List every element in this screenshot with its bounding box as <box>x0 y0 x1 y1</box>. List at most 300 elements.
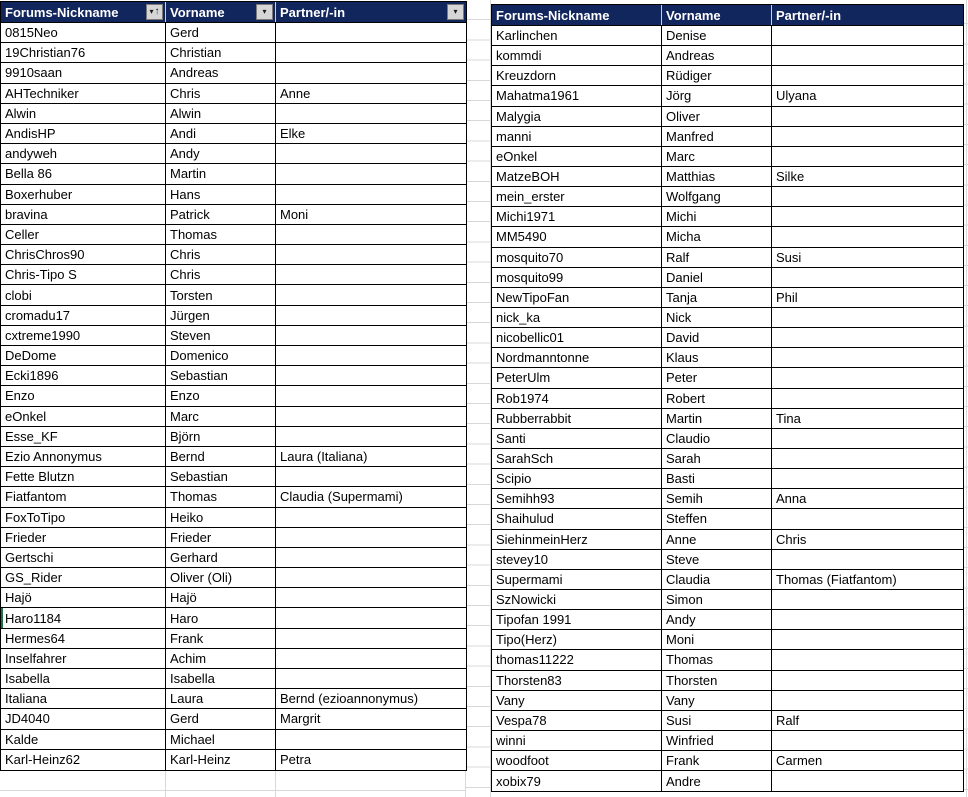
cell-vorname[interactable]: Domenico <box>166 346 276 365</box>
table-row <box>492 509 963 529</box>
cell-partner[interactable] <box>276 629 466 648</box>
cell-partner[interactable]: Ralf <box>776 712 800 728</box>
cell-vorname[interactable]: Frank <box>662 751 772 770</box>
cell-forums-nickname[interactable]: 19Christian76 <box>1 43 166 62</box>
cell-partner[interactable] <box>276 669 466 688</box>
cell-partner[interactable] <box>772 308 961 327</box>
cell-vorname[interactable]: Semih <box>662 489 772 508</box>
cell-forums-nickname[interactable]: Hajö <box>1 588 166 607</box>
cell-partner[interactable] <box>276 185 466 204</box>
cell-vorname[interactable]: Laura <box>166 689 276 708</box>
cell-vorname[interactable]: Martin <box>662 409 772 428</box>
cell-vorname[interactable]: Tanja <box>662 288 772 307</box>
table-row <box>1 366 466 386</box>
cell-forums-nickname[interactable]: Tipofan 1991 <box>492 610 662 629</box>
cell-vorname[interactable]: Wolfgang <box>662 187 772 206</box>
cell-forums-nickname[interactable]: Supermami <box>492 570 662 589</box>
table-row <box>492 288 963 308</box>
cell-partner[interactable] <box>276 588 466 607</box>
cell-vorname[interactable]: Thorsten <box>662 671 772 690</box>
cell-partner[interactable] <box>772 207 961 226</box>
cell-forums-nickname[interactable]: Karl-Heinz62 <box>1 750 166 770</box>
cell-forums-nickname[interactable]: eOnkel <box>492 147 662 166</box>
cell-partner[interactable] <box>772 66 961 85</box>
cell-partner[interactable] <box>772 227 961 246</box>
table-row <box>1 23 466 43</box>
cell-vorname[interactable]: Andi <box>166 124 276 143</box>
cell-partner[interactable] <box>276 326 466 345</box>
cell-vorname[interactable]: Christian <box>166 43 276 62</box>
cell-partner[interactable] <box>276 63 466 82</box>
cell-partner[interactable] <box>772 469 961 488</box>
cell-vorname[interactable]: Klaus <box>662 348 772 367</box>
cell-vorname[interactable]: David <box>662 328 772 347</box>
cell-partner[interactable] <box>772 671 961 690</box>
cell-partner[interactable] <box>276 285 466 304</box>
filter-dropdown-button[interactable] <box>447 4 464 20</box>
cell-vorname[interactable]: Patrick <box>166 205 276 224</box>
members-table-right <box>491 4 964 792</box>
cell-forums-nickname[interactable]: Michi1971 <box>492 207 662 226</box>
cell-vorname[interactable]: Hajö <box>166 588 276 607</box>
cell-partner[interactable] <box>276 427 466 446</box>
cell-forums-nickname[interactable]: 0815Neo <box>1 23 166 42</box>
table-row <box>492 711 963 731</box>
cell-partner[interactable] <box>772 691 961 710</box>
table-row <box>492 409 963 429</box>
cell-forums-nickname[interactable]: nick_ka <box>492 308 662 327</box>
cell-forums-nickname[interactable]: Ezio Annonymus <box>1 447 166 466</box>
cell-vorname[interactable]: Jörg <box>662 86 772 105</box>
cell-vorname[interactable]: Oliver <box>662 107 772 126</box>
cell-forums-nickname[interactable]: Italiana <box>1 689 166 708</box>
cell-vorname[interactable]: Sarah <box>662 449 772 468</box>
table-row <box>492 167 963 187</box>
cell-vorname[interactable]: Claudia <box>662 570 772 589</box>
cell-forums-nickname[interactable]: Santi <box>492 429 662 448</box>
cell-vorname[interactable]: Haro <box>166 608 276 627</box>
cell-vorname[interactable]: Thomas <box>166 225 276 244</box>
cell-vorname[interactable]: Andreas <box>166 63 276 82</box>
cell-partner[interactable]: Elke <box>280 126 306 142</box>
table-row <box>1 245 466 265</box>
cell-vorname[interactable]: Gerd <box>166 23 276 42</box>
cell-partner[interactable] <box>772 771 961 791</box>
cell-forums-nickname[interactable]: stevey10 <box>492 550 662 569</box>
cell-partner[interactable] <box>772 26 961 45</box>
table-row <box>1 588 466 608</box>
cell-partner[interactable] <box>276 386 466 405</box>
filter-sort-button[interactable] <box>146 4 163 20</box>
cell-forums-nickname[interactable]: Vany <box>492 691 662 710</box>
table-row <box>1 326 466 346</box>
table-row <box>492 328 963 348</box>
cell-forums-nickname[interactable]: mosquito70 <box>492 248 662 267</box>
cell-vorname[interactable]: Chris <box>166 245 276 264</box>
cell-vorname[interactable]: Andre <box>662 771 772 791</box>
cell-vorname[interactable]: Michi <box>662 207 772 226</box>
column-header-forums-nickname[interactable] <box>1 2 166 22</box>
cell-forums-nickname[interactable]: Bella 86 <box>1 164 166 183</box>
cell-partner[interactable] <box>772 429 961 448</box>
cell-partner[interactable]: Moni <box>280 206 309 222</box>
cell-partner[interactable] <box>772 147 961 166</box>
table-row <box>1 629 466 649</box>
cell-forums-nickname[interactable]: Fette Blutzn <box>1 467 166 486</box>
cell-partner[interactable] <box>772 127 961 146</box>
cell-partner[interactable]: Bernd (ezioannonymus) <box>280 691 419 707</box>
sheet-gap-column <box>466 0 491 797</box>
cell-forums-nickname[interactable]: Celler <box>1 225 166 244</box>
table-row <box>1 669 466 689</box>
table-row <box>492 207 963 227</box>
cell-forums-nickname[interactable]: ChrisChros90 <box>1 245 166 264</box>
cell-vorname[interactable]: Hans <box>166 185 276 204</box>
column-header-label: Vorname <box>666 7 721 23</box>
cell-partner[interactable] <box>772 368 961 387</box>
cell-partner[interactable] <box>772 46 961 65</box>
table-row <box>1 730 466 750</box>
cell-partner[interactable] <box>772 610 961 629</box>
cell-partner[interactable] <box>276 346 466 365</box>
sheet-gridline <box>966 0 967 797</box>
cell-partner[interactable]: Claudia (Supermami) <box>280 489 403 505</box>
cell-vorname[interactable]: Marc <box>166 407 276 426</box>
cell-forums-nickname[interactable]: FoxToTipo <box>1 508 166 527</box>
cell-forums-nickname[interactable]: Haro1184 <box>1 608 166 627</box>
cell-vorname[interactable]: Moni <box>662 630 772 649</box>
cell-forums-nickname[interactable]: Hermes64 <box>1 629 166 648</box>
table-row <box>492 26 963 46</box>
cell-vorname[interactable]: Basti <box>662 469 772 488</box>
cell-vorname[interactable]: Winfried <box>662 731 772 750</box>
cell-vorname[interactable]: Steven <box>166 326 276 345</box>
cell-partner[interactable] <box>276 608 466 627</box>
table-row <box>1 346 466 366</box>
cell-partner[interactable] <box>772 107 961 126</box>
cell-forums-nickname[interactable]: 9910saan <box>1 63 166 82</box>
cell-forums-nickname[interactable]: Alwin <box>1 104 166 123</box>
cell-partner[interactable] <box>276 730 466 749</box>
cell-partner[interactable]: Margrit <box>280 711 321 727</box>
cell-vorname[interactable]: Sebastian <box>166 366 276 385</box>
cell-partner[interactable]: Anna <box>776 491 807 507</box>
cell-vorname[interactable]: Andreas <box>662 46 772 65</box>
cell-forums-nickname[interactable]: MM5490 <box>492 227 662 246</box>
cell-forums-nickname[interactable]: Karlinchen <box>492 26 662 45</box>
cell-forums-nickname[interactable]: xobix79 <box>492 771 662 791</box>
cell-forums-nickname[interactable]: Gertschi <box>1 548 166 567</box>
cell-vorname[interactable]: Rüdiger <box>662 66 772 85</box>
table-row <box>1 750 466 770</box>
cell-forums-nickname[interactable]: PeterUlm <box>492 368 662 387</box>
cell-vorname[interactable]: Thomas <box>662 650 772 669</box>
table-row <box>492 308 963 328</box>
cell-forums-nickname[interactable]: mosquito99 <box>492 268 662 287</box>
table-row <box>1 427 466 447</box>
cell-forums-nickname[interactable]: mein_erster <box>492 187 662 206</box>
table-body <box>1 23 466 770</box>
table-row <box>492 127 963 147</box>
cell-forums-nickname[interactable]: nicobellic01 <box>492 328 662 347</box>
cell-vorname[interactable]: Martin <box>166 164 276 183</box>
cell-partner[interactable] <box>276 104 466 123</box>
table-row <box>1 265 466 285</box>
cell-partner[interactable] <box>276 43 466 62</box>
table-row <box>492 147 963 167</box>
cell-forums-nickname[interactable]: Mahatma1961 <box>492 86 662 105</box>
cell-forums-nickname[interactable]: Chris-Tipo S <box>1 265 166 284</box>
cell-vorname[interactable]: Steffen <box>662 509 772 528</box>
cell-vorname[interactable]: Frank <box>166 629 276 648</box>
cell-forums-nickname[interactable]: Boxerhuber <box>1 185 166 204</box>
cell-partner[interactable] <box>276 265 466 284</box>
cell-vorname[interactable]: Frieder <box>166 528 276 547</box>
cell-forums-nickname[interactable]: JD4040 <box>1 709 166 728</box>
sheet-gridline <box>165 770 166 797</box>
cell-forums-nickname[interactable]: GS_Rider <box>1 568 166 587</box>
cell-partner[interactable]: Silke <box>776 169 805 185</box>
table-row <box>492 86 963 106</box>
cell-partner[interactable] <box>772 348 961 367</box>
cell-partner[interactable]: Thomas (Fiatfantom) <box>776 571 897 587</box>
cell-vorname[interactable]: Daniel <box>662 268 772 287</box>
cell-forums-nickname[interactable]: andyweh <box>1 144 166 163</box>
cell-vorname[interactable]: Ralf <box>662 248 772 267</box>
cell-forums-nickname[interactable]: Malygia <box>492 107 662 126</box>
cell-vorname[interactable]: Manfred <box>662 127 772 146</box>
cell-forums-nickname[interactable]: Semihh93 <box>492 489 662 508</box>
column-header-forums-nickname[interactable] <box>492 5 662 25</box>
table-row <box>1 185 466 205</box>
table-row <box>1 164 466 184</box>
cell-partner[interactable] <box>772 268 961 287</box>
cell-partner[interactable] <box>276 225 466 244</box>
cell-forums-nickname[interactable]: manni <box>492 127 662 146</box>
table-row <box>492 187 963 207</box>
table-row <box>1 548 466 568</box>
table-row <box>1 285 466 305</box>
cell-partner[interactable] <box>772 449 961 468</box>
cell-vorname[interactable]: Karl-Heinz <box>166 750 276 770</box>
cell-vorname[interactable]: Peter <box>662 368 772 387</box>
cell-vorname[interactable]: Chris <box>166 84 276 103</box>
table-row <box>1 467 466 487</box>
cell-forums-nickname[interactable]: Isabella <box>1 669 166 688</box>
cell-partner[interactable] <box>276 467 466 486</box>
cell-forums-nickname[interactable]: MatzeBOH <box>492 167 662 186</box>
cell-forums-nickname[interactable]: Rubberrabbit <box>492 409 662 428</box>
cell-vorname[interactable]: Nick <box>662 308 772 327</box>
table-row <box>1 104 466 124</box>
cell-vorname[interactable]: Torsten <box>166 285 276 304</box>
cell-vorname[interactable]: Bernd <box>166 447 276 466</box>
cell-partner[interactable] <box>276 144 466 163</box>
cell-partner[interactable]: Laura (Italiana) <box>280 449 368 465</box>
cell-forums-nickname[interactable]: bravina <box>1 205 166 224</box>
cell-partner[interactable] <box>772 590 961 609</box>
cell-vorname[interactable]: Björn <box>166 427 276 446</box>
cell-partner[interactable] <box>772 630 961 649</box>
table-row <box>492 731 963 751</box>
cell-vorname[interactable]: Chris <box>166 265 276 284</box>
table-body <box>492 26 963 791</box>
cell-forums-nickname[interactable]: Inselfahrer <box>1 649 166 668</box>
cell-vorname[interactable]: Heiko <box>166 508 276 527</box>
table-row <box>1 124 466 144</box>
filter-dropdown-button[interactable] <box>256 4 273 20</box>
cell-vorname[interactable]: Anne <box>662 530 772 549</box>
cell-partner[interactable] <box>772 731 961 750</box>
cell-partner[interactable] <box>772 389 961 408</box>
cell-forums-nickname[interactable]: Frieder <box>1 528 166 547</box>
dropdown-arrow-icon: ▾ <box>453 7 458 16</box>
column-header-vorname[interactable] <box>662 5 772 25</box>
table-row <box>492 590 963 610</box>
cell-forums-nickname[interactable]: AndisHP <box>1 124 166 143</box>
cell-partner[interactable]: Tina <box>776 410 801 426</box>
cell-partner[interactable] <box>772 187 961 206</box>
table-row <box>492 489 963 509</box>
cell-partner[interactable] <box>276 649 466 668</box>
cell-forums-nickname[interactable]: cromadu17 <box>1 306 166 325</box>
cell-partner[interactable]: Carmen <box>776 753 823 769</box>
column-header-partner[interactable] <box>276 2 466 22</box>
cell-forums-nickname[interactable]: AHTechniker <box>1 84 166 103</box>
cell-partner[interactable] <box>276 245 466 264</box>
cell-forums-nickname[interactable]: DeDome <box>1 346 166 365</box>
cell-partner[interactable] <box>276 407 466 426</box>
table-row <box>1 144 466 164</box>
cell-forums-nickname[interactable]: Enzo <box>1 386 166 405</box>
cell-vorname[interactable]: Simon <box>662 590 772 609</box>
cell-partner[interactable] <box>276 306 466 325</box>
table-row <box>492 389 963 409</box>
cell-vorname[interactable]: Enzo <box>166 386 276 405</box>
table-row <box>1 487 466 507</box>
table-header-row <box>492 5 963 26</box>
cell-forums-nickname[interactable]: Scipio <box>492 469 662 488</box>
cell-forums-nickname[interactable]: Kalde <box>1 730 166 749</box>
cell-forums-nickname[interactable]: NewTipoFan <box>492 288 662 307</box>
table-row <box>1 407 466 427</box>
cell-vorname[interactable]: Sebastian <box>166 467 276 486</box>
cell-forums-nickname[interactable]: SzNowicki <box>492 590 662 609</box>
cell-forums-nickname[interactable]: SiehinmeinHerz <box>492 530 662 549</box>
members-table-left <box>0 1 467 771</box>
cell-vorname[interactable]: Claudio <box>662 429 772 448</box>
table-row <box>492 530 963 550</box>
cell-vorname[interactable]: Vany <box>662 691 772 710</box>
table-row <box>1 568 466 588</box>
sort-ascending-icon: ↑ <box>154 6 160 17</box>
cell-vorname[interactable]: Marc <box>662 147 772 166</box>
table-row <box>492 46 963 66</box>
cell-partner[interactable] <box>276 528 466 547</box>
cell-vorname[interactable]: Alwin <box>166 104 276 123</box>
cell-forums-nickname[interactable]: woodfoot <box>492 751 662 770</box>
cell-vorname[interactable]: Michael <box>166 730 276 749</box>
cell-partner[interactable] <box>772 328 961 347</box>
cell-vorname[interactable]: Isabella <box>166 669 276 688</box>
cell-forums-nickname[interactable]: Fiatfantom <box>1 487 166 506</box>
cell-forums-nickname[interactable]: thomas11222 <box>492 650 662 669</box>
cell-forums-nickname[interactable]: Shaihulud <box>492 509 662 528</box>
cell-vorname[interactable]: Gerd <box>166 709 276 728</box>
column-header-partner[interactable] <box>772 5 961 25</box>
cell-vorname[interactable]: Gerhard <box>166 548 276 567</box>
cell-forums-nickname[interactable]: Nordmanntonne <box>492 348 662 367</box>
cell-forums-nickname[interactable]: eOnkel <box>1 407 166 426</box>
dropdown-arrow-icon: ▾ <box>262 7 267 16</box>
cell-partner[interactable]: Susi <box>776 249 802 265</box>
cell-vorname[interactable]: Micha <box>662 227 772 246</box>
cell-partner[interactable] <box>276 508 466 527</box>
cell-vorname[interactable]: Matthias <box>662 167 772 186</box>
table-row <box>492 610 963 630</box>
cell-vorname[interactable]: Thomas <box>166 487 276 506</box>
table-row <box>1 225 466 245</box>
table-row <box>492 771 963 791</box>
cell-partner[interactable] <box>772 509 961 528</box>
cell-partner[interactable]: Chris <box>776 531 807 547</box>
cell-forums-nickname[interactable]: Tipo(Herz) <box>492 630 662 649</box>
cell-partner[interactable]: Ulyana <box>776 88 817 104</box>
table-row <box>1 386 466 406</box>
cell-vorname[interactable]: Denise <box>662 26 772 45</box>
cell-forums-nickname[interactable]: kommdi <box>492 46 662 65</box>
cell-vorname[interactable]: Steve <box>662 550 772 569</box>
cell-partner[interactable] <box>276 23 466 42</box>
column-header-label: Partner/-in <box>776 7 842 23</box>
cell-partner[interactable]: Phil <box>776 289 798 305</box>
table-row <box>1 528 466 548</box>
cell-forums-nickname[interactable]: winni <box>492 731 662 750</box>
cell-forums-nickname[interactable]: Vespa78 <box>492 711 662 730</box>
column-header-label: Partner/-in <box>280 4 346 20</box>
cell-vorname[interactable]: Susi <box>662 711 772 730</box>
cell-forums-nickname[interactable]: Thorsten83 <box>492 671 662 690</box>
cell-vorname[interactable]: Oliver (Oli) <box>166 568 276 587</box>
sheet-gridline <box>465 770 466 797</box>
cell-forums-nickname[interactable]: SarahSch <box>492 449 662 468</box>
cell-forums-nickname[interactable]: clobi <box>1 285 166 304</box>
cell-forums-nickname[interactable]: Esse_KF <box>1 427 166 446</box>
cell-vorname[interactable]: Jürgen <box>166 306 276 325</box>
cell-forums-nickname[interactable]: Ecki1896 <box>1 366 166 385</box>
table-row <box>492 671 963 691</box>
cell-partner[interactable] <box>276 164 466 183</box>
cell-partner[interactable] <box>772 650 961 669</box>
cell-partner[interactable] <box>276 568 466 587</box>
cell-partner[interactable] <box>276 548 466 567</box>
cell-vorname[interactable]: Andy <box>166 144 276 163</box>
cell-forums-nickname[interactable]: cxtreme1990 <box>1 326 166 345</box>
cell-forums-nickname[interactable]: Rob1974 <box>492 389 662 408</box>
cell-partner[interactable]: Anne <box>280 85 311 101</box>
cell-partner[interactable] <box>772 550 961 569</box>
column-header-vorname[interactable] <box>166 2 276 22</box>
cell-vorname[interactable]: Robert <box>662 389 772 408</box>
table-row <box>492 751 963 771</box>
cell-vorname[interactable]: Achim <box>166 649 276 668</box>
table-row <box>492 630 963 650</box>
cell-partner[interactable]: Petra <box>280 752 312 768</box>
table-row <box>492 248 963 268</box>
cell-vorname[interactable]: Andy <box>662 610 772 629</box>
cell-forums-nickname[interactable]: Kreuzdorn <box>492 66 662 85</box>
cell-partner[interactable] <box>276 366 466 385</box>
